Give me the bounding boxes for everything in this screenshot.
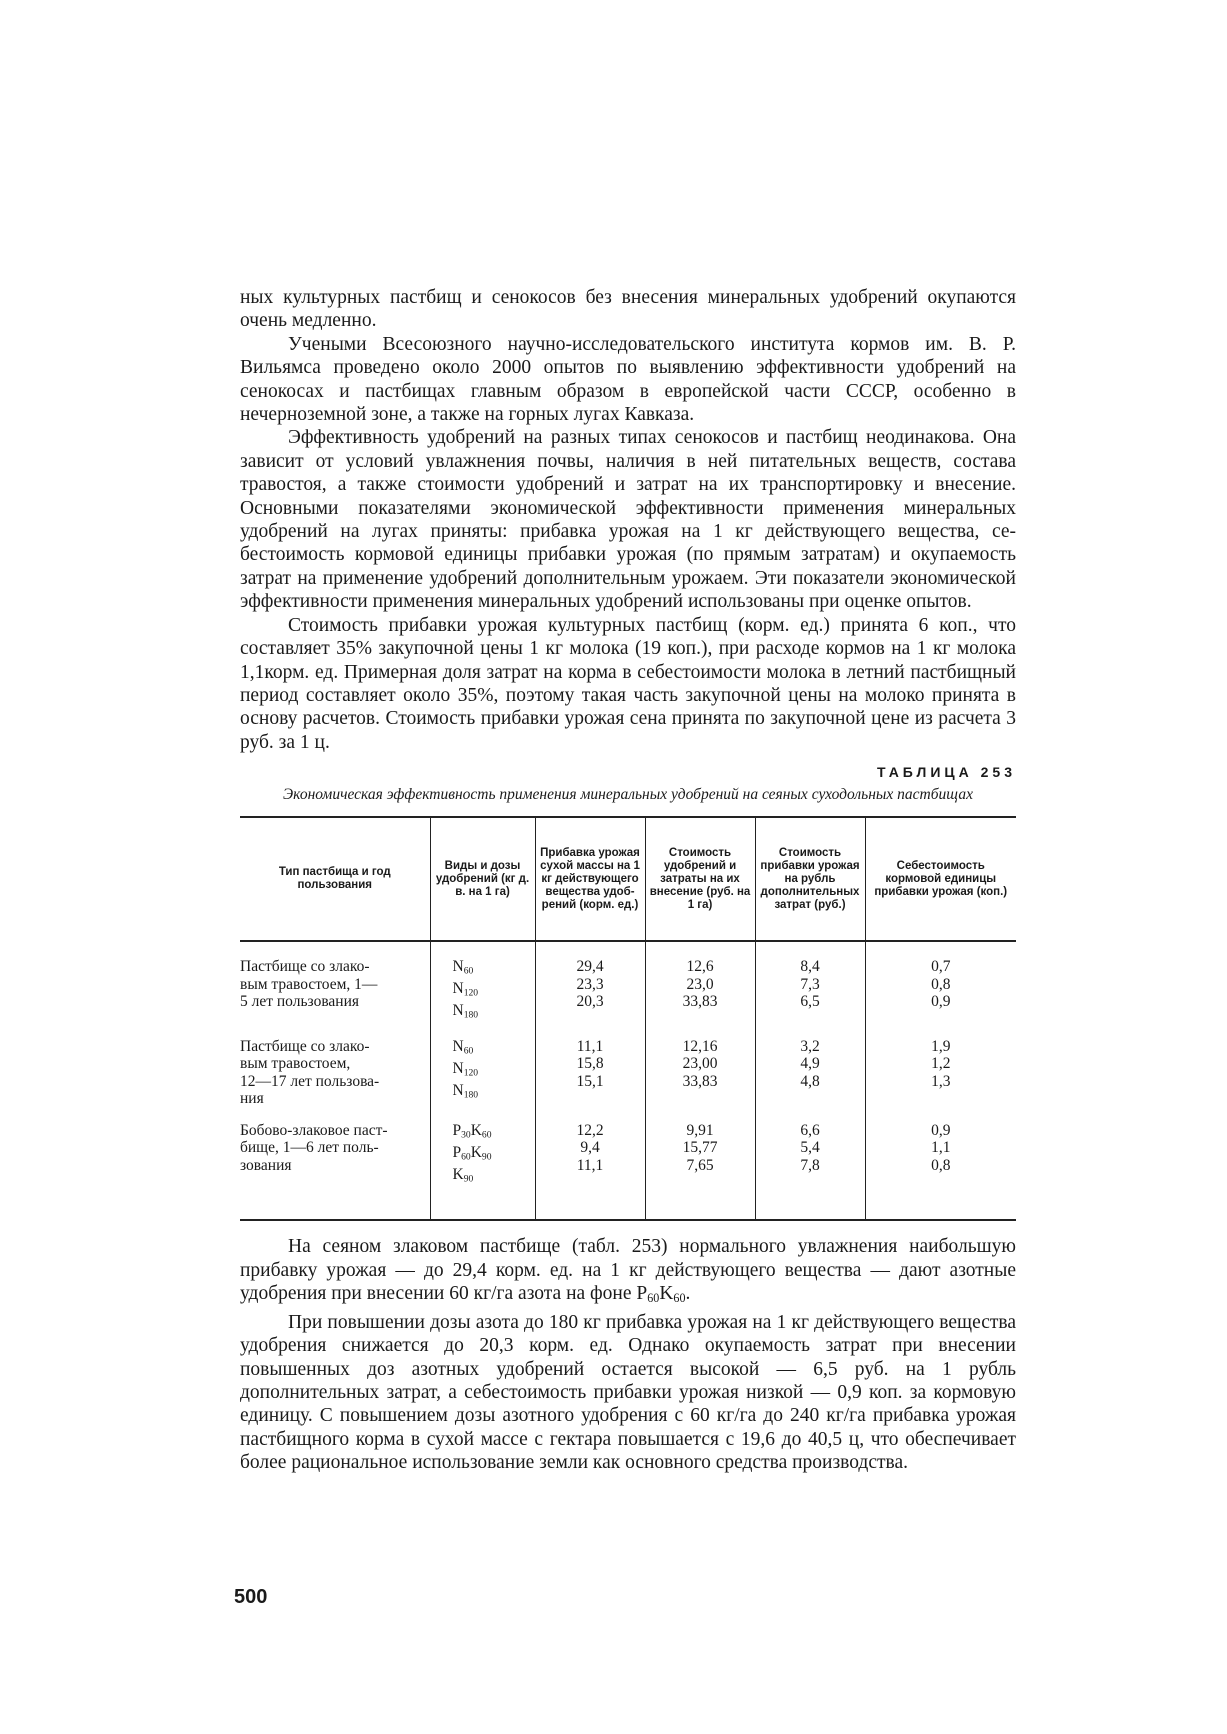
cell-value: 23,3 [576,975,604,993]
cell-value: 1,2 [931,1055,951,1073]
cell-value: 3,2 [800,1037,820,1055]
cell-cost [645,941,755,1030]
cell-type [240,1114,430,1221]
fertilizer-rate: 60 [463,1045,474,1057]
cell-value: 0,7 [931,958,951,976]
cell-value: 11,1 [576,1156,604,1174]
cell-value: 9,4 [580,1139,600,1157]
fertilizer-element: N [452,958,464,976]
formula-p: P [636,1283,648,1305]
cell-return [755,1030,865,1114]
header-return: Стоимость прибавки урожая на рубль дополнительных затрат (руб.) [755,817,865,941]
fertilizer-dose [453,1122,529,1144]
cell-value: 23,00 [682,1055,718,1073]
paragraph-1: ных культурных пастбищ и сенокосов без внесения минеральных удобрений окупаются очень медленно. [240,287,1016,332]
cell-value: 15,8 [576,1055,604,1073]
cell-value: 0,8 [931,1156,951,1174]
type-line: вым травостоем, [240,1055,351,1073]
fertilizer-rate: 180 [463,1009,479,1021]
fertilizer-element: K [452,1165,464,1183]
header-type: Тип пастбища и год пользования [240,817,430,941]
cell-value: 1,3 [931,1072,951,1090]
table-row [240,941,1016,1030]
fertilizer-element: N [452,1037,464,1055]
fertilizer-dose [453,1082,529,1104]
table-body [240,941,1016,1220]
cell-value: 5,4 [800,1139,820,1157]
cell-value: 6,6 [800,1121,820,1139]
fertilizer-dose [453,1144,529,1166]
fertilizer-dose [453,1002,529,1024]
cell-value: 7,8 [800,1156,820,1174]
type-line: бище, 1—6 лет поль- [240,1139,379,1157]
fertilizer-element: P [452,1143,462,1161]
cell-value: 9,91 [686,1121,714,1139]
cell-value: 23,0 [686,975,714,993]
fertilizer-element: P [452,1121,462,1139]
type-line: ния [240,1090,264,1108]
fertilizer-rate: 60 [461,1151,471,1163]
fertilizer-dose [453,1060,529,1082]
type-line: 5 лет пользования [240,993,360,1011]
fertilizer-dose [453,958,529,980]
cell-value: 4,9 [800,1055,820,1073]
formula-k-sub: 60 [673,1291,686,1306]
fertilizer-dose [453,1166,529,1188]
fertilizer-rate: 90 [463,1172,474,1184]
paragraph-4: Стоимость прибавки урожая культурных пастбищ (корм. ед.) принята 6 коп., что составляет 35% закупочной цены 1 кг молока (19 коп.), при расходе кормов на 1 кг молока 1,1корм. ед. Примерная доля затрат на корма в себестоимости молока в летний пастбищный период составляет около 35%, поэтому такая часть закупочной цены на молоко принята в основу расчетов. Стоимость прибавки урожая сена принята по закупочной цене из расчета 3 руб. за 1 ц. [240,614,1016,753]
cell-value: 20,3 [576,993,604,1011]
cell-fertilizer [430,941,535,1030]
cell-value: 0,9 [931,1121,951,1139]
cell-fertilizer [430,1114,535,1221]
cell-value: 15,77 [682,1139,718,1157]
paragraph-6: При повышении дозы азота до 180 кг прибавка урожая на 1 кг действующего вещества удобрения снижается до 20,3 корм. ед. Однако окупаемость затрат при внесении повышенных доз азотных удобрений остается высокой — 6,5 руб. на 1 рубль дополнительных затрат, а себестоимость прибавки урожая низкой — 0,9 коп. за кормовую единицу. С повышением дозы азотного удобрения с 60 кг/га до 240 кг/га прибавка урожая пастбищного корма в сухой массе с гектара повышается с 19,6 до 40,5 ц, что обеспечивает более рациональное использование земли как основного средства производства. [240,1311,1016,1474]
fertilizer-rate: 120 [463,987,479,999]
type-line: Бобово-злаковое паст- [240,1121,388,1139]
page-content [240,286,1016,1475]
fertilizer-element: N [452,1081,464,1099]
cell-value: 12,6 [686,958,714,976]
cell-value: 0,9 [931,993,951,1011]
cell-cost [645,1114,755,1221]
cell-value: 7,3 [800,975,820,993]
header-fertilizer: Виды и дозы удобрений (кг д. в. на 1 га) [430,817,535,941]
fertilizer-dose [453,1038,529,1060]
fertilizer-rate: 180 [463,1088,479,1100]
header-cost: Стоимость удобрений и затраты на их внесение (руб. на 1 га) [645,817,755,941]
cell-fertilizer [430,1030,535,1114]
cell-gain [535,1030,645,1114]
header-unit-cost: Себестоимость кормовой единицы прибавки урожая (коп.) [865,817,1016,941]
cell-unit-cost [865,1114,1016,1221]
fertilizer-element: K [470,1143,482,1161]
fertilizer-rate: 60 [463,965,474,977]
fertilizer-element: K [470,1121,482,1139]
fertilizer-element: N [452,980,464,998]
paragraph-5 [240,1235,1016,1310]
paragraph-2: Учеными Всесоюзного научно-исследовательского института кормов им. В. Р. Вильямса проведено около 2000 опытов по выявлению эффективности удобрений на сенокосах и пастбищах главным образом в европейской части СССР, особенно в нечерноземной зоне, а также на горных лугах Кавказа. [240,333,1016,426]
cell-return [755,1114,865,1221]
fertilizer-rate: 30 [461,1129,471,1141]
type-line: 12—17 лет пользова- [240,1072,380,1090]
cell-unit-cost [865,941,1016,1030]
type-line: вым травостоем, 1— [240,975,378,993]
fertilizer-dose [453,980,529,1002]
cell-gain [535,1114,645,1221]
paragraph-5-end: . [685,1283,691,1305]
cell-value: 0,8 [931,975,951,993]
cell-value: 4,8 [800,1072,820,1090]
fertilizer-rate: 120 [463,1067,479,1079]
cell-value: 15,1 [576,1072,604,1090]
cell-return [755,941,865,1030]
cell-value: 33,83 [682,993,718,1011]
cell-value: 29,4 [576,958,604,976]
cell-value: 7,65 [686,1156,714,1174]
data-table [240,816,1016,1221]
fertilizer-element: N [452,1001,464,1019]
cell-value: 8,4 [800,958,820,976]
type-line: Пастбище со злако- [240,958,370,976]
formula-p-sub: 60 [647,1291,660,1306]
table-label: ТАБЛИЦА 253 [877,764,1016,781]
type-line: Пастбище со злако- [240,1037,370,1055]
cell-value: 33,83 [682,1072,718,1090]
table-row [240,1114,1016,1221]
type-line: зования [240,1156,292,1174]
paragraph-3: Эффективность удобрений на разных типах сенокосов и пастбищ неодинакова. Она зависит от условий увлажнения почвы, наличия в ней питательных веществ, состава травостоя, а также стоимости удобрений и затрат на их транспортировку и внесение. Основными показателями экономической эффективности применения минеральных удобрений на лугах приняты: прибавка урожая на 1 кг действующего вещества, себестоимость кормовой единицы прибавки урожая (по прямым затратам) и окупаемость затрат на применение удобрений дополнительным урожаем. Эти показатели экономической эффективности применения минеральных удобрений использованы при оценке опытов. [240,427,1016,613]
cell-value: 1,1 [931,1139,951,1157]
cell-value: 6,5 [800,993,820,1011]
paragraph-5-text: На сеяном злаковом пастбище (табл. 253) нормального увлажнения наибольшую прибавку урожая — до 29,4 корм. ед. на 1 кг действующего вещества — дают азотные удобрения при внесении 60 кг/га азота на фоне [240,1236,1016,1305]
page-number: 500 [234,1586,268,1608]
cell-value: 11,1 [576,1037,604,1055]
table-caption: Экономическая эффективность применения минеральных удобрений на сеяных суходольных пастбищах [283,786,973,804]
fertilizer-element: N [452,1059,464,1077]
formula-k: K [659,1283,674,1305]
cell-value: 1,9 [931,1037,951,1055]
cell-cost [645,1030,755,1114]
fertilizer-rate: 60 [481,1129,492,1141]
cell-type [240,941,430,1030]
fertilizer-rate: 90 [481,1151,492,1163]
cell-unit-cost [865,1030,1016,1114]
cell-type [240,1030,430,1114]
cell-value: 12,16 [682,1037,718,1055]
cell-gain [535,941,645,1030]
cell-value: 12,2 [576,1121,604,1139]
table-header-row [240,817,1016,941]
table-row [240,1030,1016,1114]
header-gain: Прибавка урожая сухой массы на 1 кг действующего вещества удобрений (корм. ед.) [535,817,645,941]
